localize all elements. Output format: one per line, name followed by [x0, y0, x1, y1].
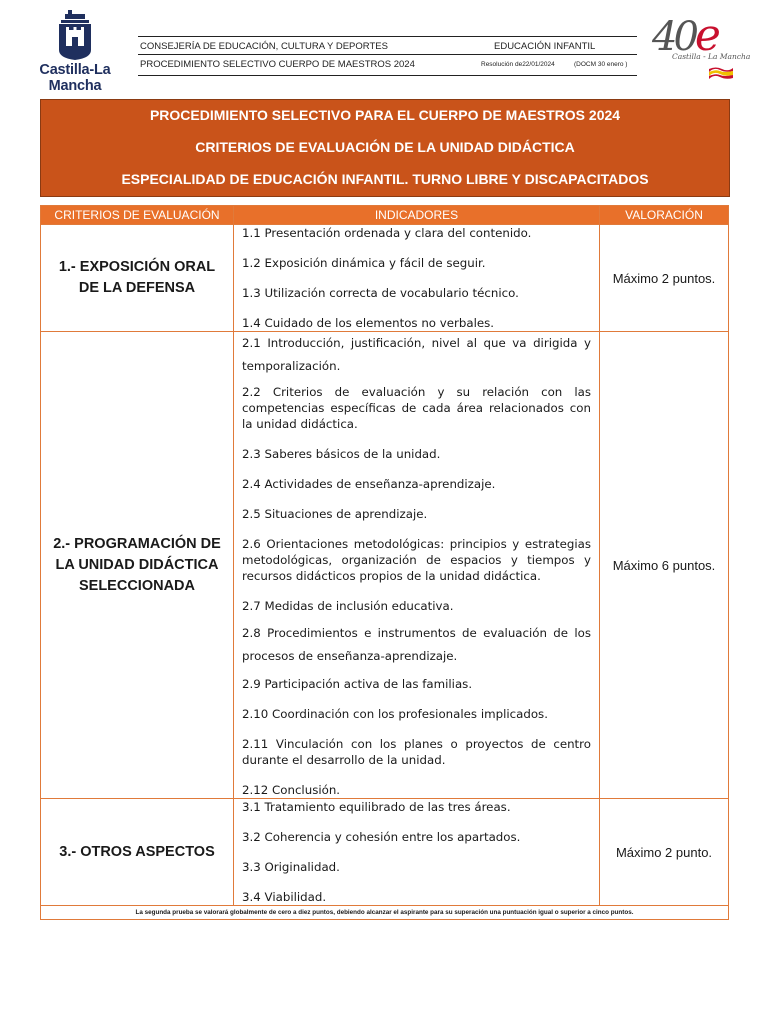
- indicador: 1.4 Cuidado de los elementos no verbales.: [242, 316, 495, 330]
- table-row: [41, 799, 729, 906]
- indicadores-1: [234, 225, 600, 332]
- header-docm: (DOCM 30 enero ): [574, 61, 628, 68]
- valoracion-3: Máximo 2 punto.: [600, 799, 729, 906]
- indicador: 2.12 Conclusión.: [242, 783, 341, 797]
- indicador: 2.11 Vinculación con los planes o proyectos de centro durante el desarrollo de la unidad.: [242, 737, 591, 767]
- indicador: 3.3 Originalidad.: [242, 860, 340, 874]
- header-consejeria: CONSEJERÍA DE EDUCACIÓN, CULTURA Y DEPORTES: [140, 41, 388, 52]
- table-row: [41, 332, 729, 799]
- indicador: 3.1 Tratamiento equilibrado de las tres áreas.: [242, 800, 511, 814]
- title-line-3: ESPECIALIDAD DE EDUCACIÓN INFANTIL. TURNO LIBRE Y DISCAPACITADOS: [121, 171, 649, 187]
- title-banner: [40, 99, 730, 197]
- header-criterios: CRITERIOS DE EVALUACIÓN: [41, 206, 234, 225]
- criteria-table: [40, 205, 729, 920]
- header-valoracion: VALORACIÓN: [600, 206, 729, 225]
- document-header: [138, 36, 637, 76]
- criterio-1: 1.- EXPOSICIÓN ORAL DE LA DEFENSA: [41, 225, 234, 332]
- indicador: 2.6 Orientaciones metodológicas: principios y estrategias metodológicas, organización de espacios y tiempos y recursos didácticos propios de la unidad didáctica.: [242, 537, 591, 583]
- table-row: [41, 225, 729, 332]
- indicador: 1.3 Utilización correcta de vocabulario técnico.: [242, 286, 519, 300]
- forty-e-letter: e: [694, 10, 717, 61]
- header-indicadores: INDICADORES: [234, 206, 600, 225]
- indicador: 2.4 Actividades de enseñanza-aprendizaje.: [242, 477, 496, 491]
- logo-left-text: Castilla-La Mancha: [39, 62, 111, 94]
- header-area: EDUCACIÓN INFANTIL: [494, 41, 596, 52]
- header-procedimiento: PROCEDIMIENTO SELECTIVO CUERPO DE MAESTROS 2024: [140, 59, 415, 70]
- indicador: 2.7 Medidas de inclusión educativa.: [242, 599, 454, 613]
- castilla-la-mancha-logo: [16, 10, 134, 94]
- forty-years-logo: [648, 10, 760, 86]
- indicador: 2.5 Situaciones de aprendizaje.: [242, 507, 428, 521]
- header-divider: [138, 54, 637, 55]
- indicadores-3: [234, 799, 600, 906]
- indicador: 2.3 Saberes básicos de la unidad.: [242, 447, 441, 461]
- indicador: 1.2 Exposición dinámica y fácil de seguir.: [242, 256, 486, 270]
- valoracion-2: Máximo 6 puntos.: [600, 332, 729, 799]
- logo-right-subtitle: Castilla - La Mancha: [672, 52, 751, 61]
- header-resolucion: Resolución de22/01/2024: [481, 61, 555, 68]
- indicador: 3.2 Coherencia y cohesión entre los apartados.: [242, 830, 521, 844]
- indicador: 2.9 Participación activa de las familias.: [242, 677, 473, 691]
- valoracion-1: Máximo 2 puntos.: [600, 225, 729, 332]
- indicador: 2.8 Procedimientos e instrumentos de evaluación de los procesos de enseñanza-aprendizaje.: [242, 626, 591, 663]
- footnote-row: [41, 906, 729, 920]
- spain-flag-icon: [708, 66, 734, 80]
- forty-number: 40: [652, 14, 695, 60]
- indicador: 2.1 Introducción, justificación, nivel al que va dirigida y temporalización.: [242, 336, 591, 373]
- table-header-row: [41, 206, 729, 225]
- indicador: 2.10 Coordinación con los profesionales implicados.: [242, 707, 548, 721]
- indicadores-2: [234, 332, 600, 799]
- indicador: 1.1 Presentación ordenada y clara del contenido.: [242, 226, 532, 240]
- footnote: La segunda prueba se valorará globalmente de cero a diez puntos, debiendo alcanzar el aspirante para su superación una puntuación igual o superior a cinco puntos.: [41, 906, 729, 920]
- castle-crest-icon: [55, 10, 95, 60]
- indicador: 3.4 Viabilidad.: [242, 890, 327, 904]
- indicador: 2.2 Criterios de evaluación y su relación con las competencias específicas de cada área relacionados con la unidad didáctica.: [242, 385, 591, 431]
- criterio-3: 3.- OTROS ASPECTOS: [41, 799, 234, 906]
- title-line-2: CRITERIOS DE EVALUACIÓN DE LA UNIDAD DIDÁCTICA: [195, 139, 575, 155]
- title-line-1: PROCEDIMIENTO SELECTIVO PARA EL CUERPO DE MAESTROS 2024: [149, 107, 621, 123]
- criterio-2: 2.- PROGRAMACIÓN DE LA UNIDAD DIDÁCTICA SELECCIONADA: [41, 332, 234, 799]
